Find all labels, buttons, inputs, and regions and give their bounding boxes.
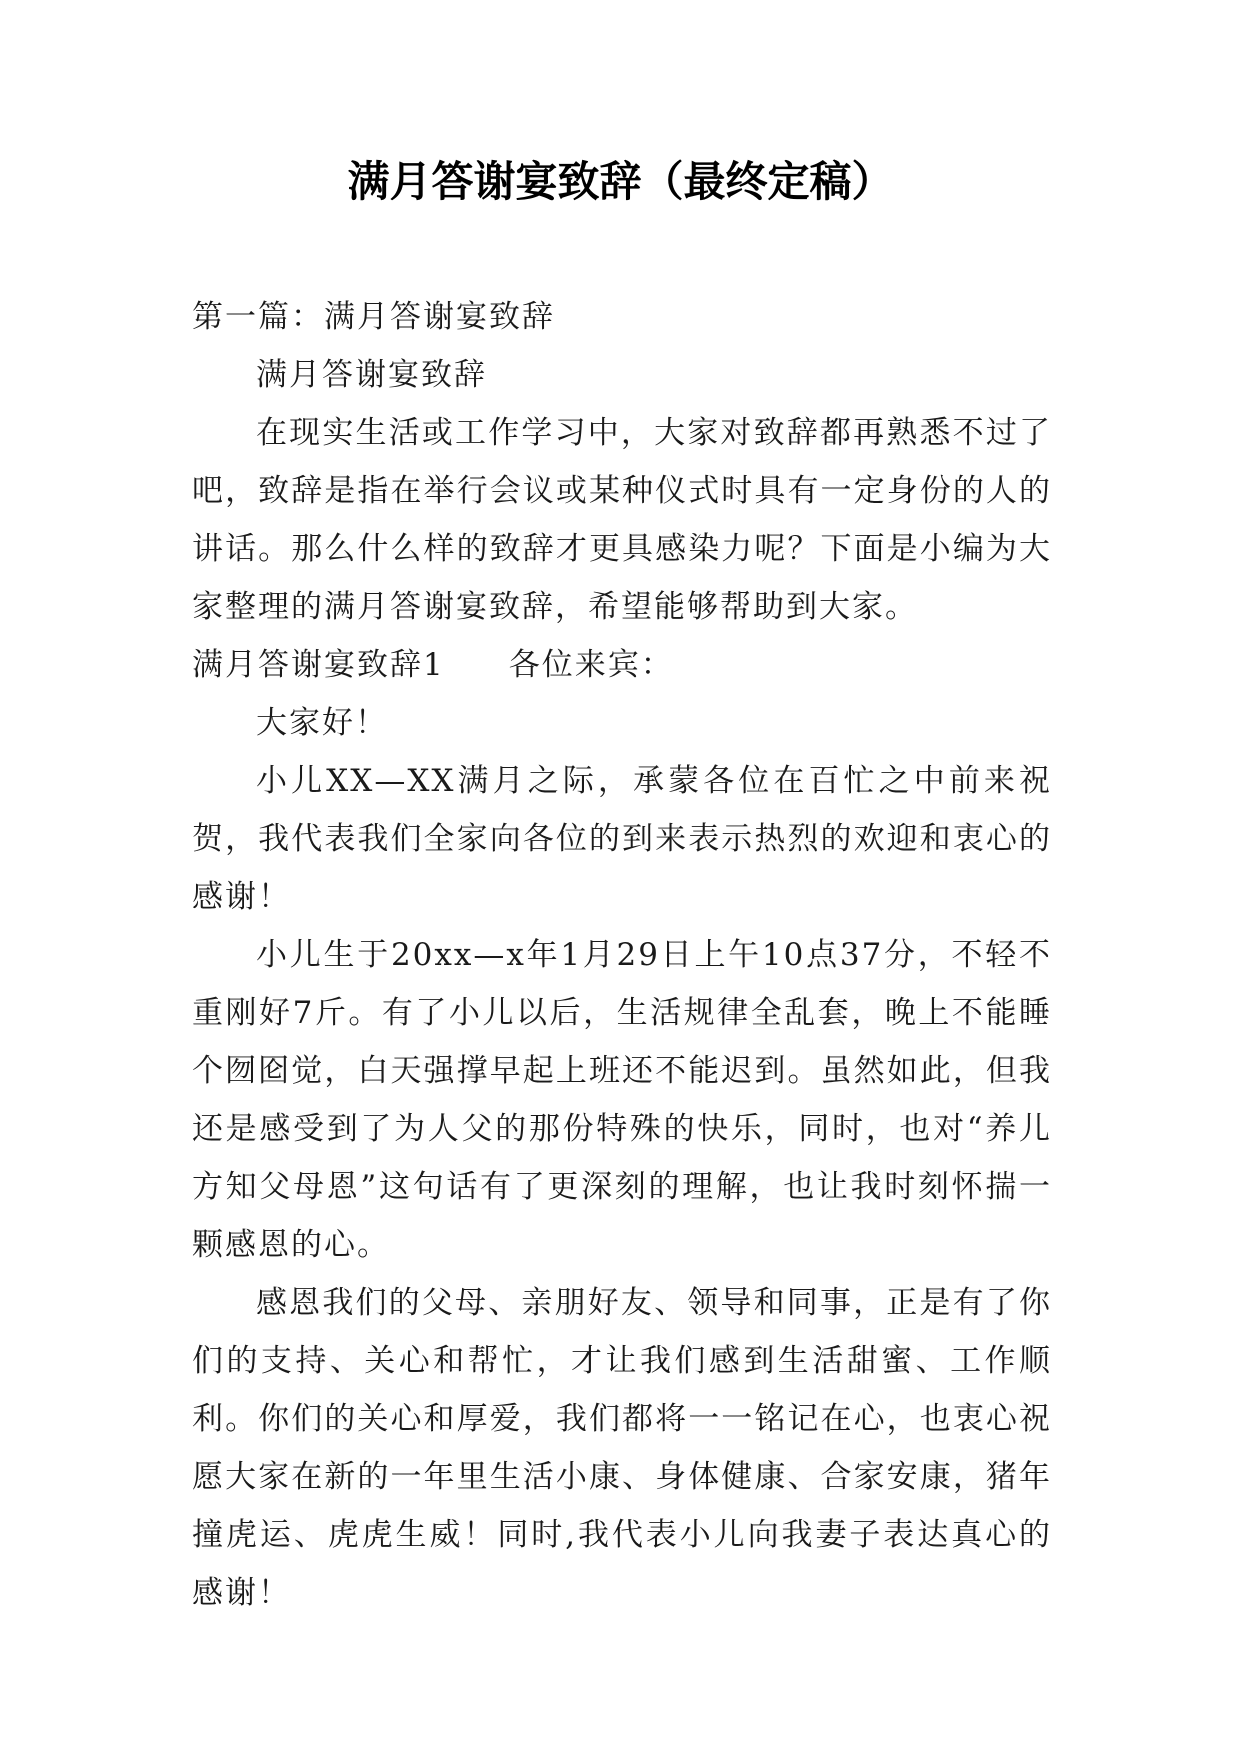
speech-heading: 满月答谢宴致辞1 <box>192 647 445 683</box>
section-heading: 第一篇：满月答谢宴致辞 <box>192 299 555 335</box>
speech-heading-line <box>192 636 1052 694</box>
body-paragraph: 小儿生于20xx—x年1月29日上午10点37分，不轻不重刚好7斤。有了小儿以后，生活规律全乱套，晚上不能睡个囫囵觉，白天强撑早起上班还不能迟到。虽然如此，但我还是感受到了为人父的那份特殊的快乐，同时，也对“养儿方知父母恩”这句话有了更深刻的理解，也让我时刻怀揣一颗感恩的心。 <box>192 937 1052 1263</box>
sub-heading: 满月答谢宴致辞 <box>256 357 487 393</box>
document-body <box>192 288 1052 1622</box>
salutation: 各位来宾： <box>508 647 674 683</box>
greeting: 大家好！ <box>256 705 388 741</box>
intro-paragraph: 在现实生活或工作学习中，大家对致辞都再熟悉不过了吧，致辞是指在举行会议或某种仪式时具有一定身份的人的讲话。那么什么样的致辞才更具感染力呢？下面是小编为大家整理的满月答谢宴致辞，希望能够帮助到大家。 <box>192 415 1052 625</box>
body-paragraph: 小儿XX—XX满月之际，承蒙各位在百忙之中前来祝贺，我代表我们全家向各位的到来表示热烈的欢迎和衷心的感谢！ <box>192 763 1052 915</box>
document-title: 满月答谢宴致辞（最终定稿） <box>347 157 894 206</box>
body-paragraph: 感恩我们的父母、亲朋好友、领导和同事，正是有了你们的支持、关心和帮忙，才让我们感到生活甜蜜、工作顺利。你们的关心和厚爱，我们都将一一铭记在心，也衷心祝愿大家在新的一年里生活小康、身体健康、合家安康，猪年撞虎运、虎虎生威！同时,我代表小儿向我妻子表达真心的感谢！ <box>192 1285 1052 1611</box>
